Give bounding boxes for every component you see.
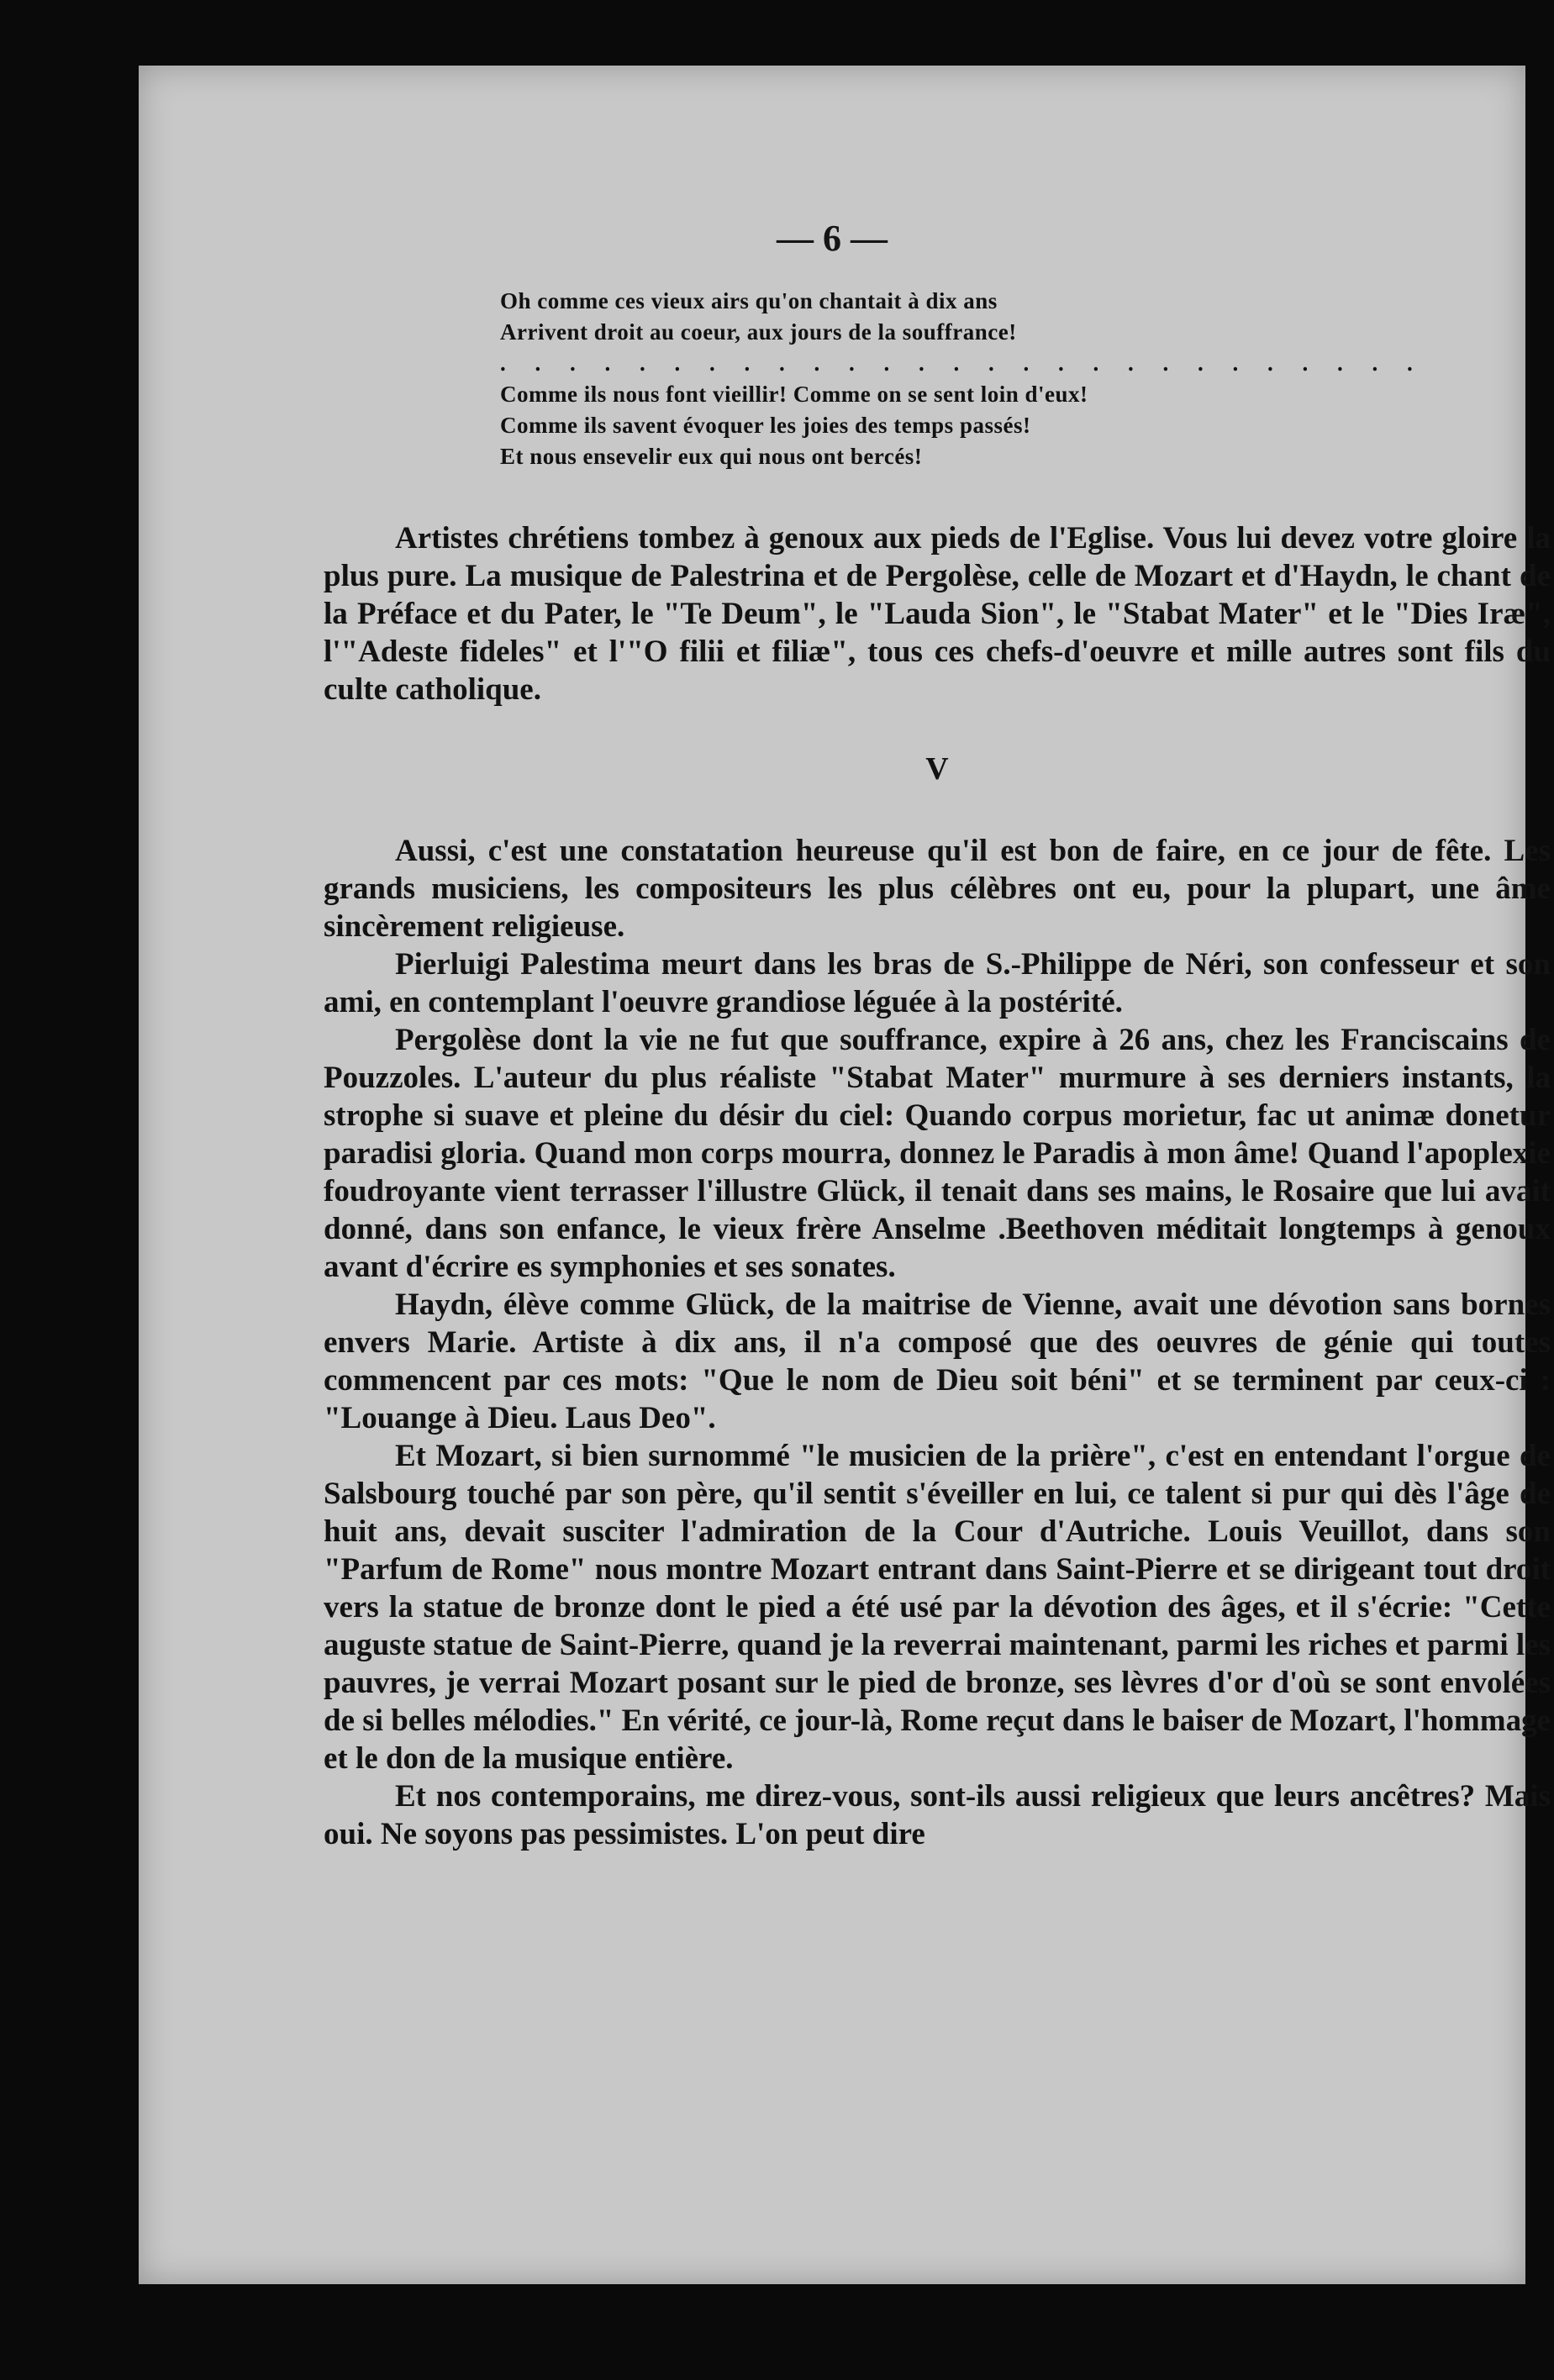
paragraph: Pierluigi Palestima meurt dans les bras de S.-Philippe de Néri, son confesseur et son ami, en contemplant l'oeuvre grandiose léguée à la postérité. <box>324 947 1551 1019</box>
paragraph: Pergolèse dont la vie ne fut que souffrance, expire à 26 ans, chez les Franciscains de Pouzzoles. L'auteur du plus réaliste "Stabat Mater" murmure à ses derniers instants, la strophe si suave et pleine du désir du ciel: Quando corpus morietur, fac ut animæ donetur paradisi gloria. Quand mon corps mourra, donnez le Paradis à mon âme! Quand l'apoplexie foudroyante vient terrasser l'illustre Glück, il tenait dans ses mains, le Rosaire que lui avait donné, dans son enfance, le vieux frère Anselme .Beethoven méditait longtemps à genoux avant d'écrire es symphonies et ses sonates. <box>324 1023 1551 1284</box>
verse-line: Arrivent droit au coeur, aux jours de la souffrance! <box>500 319 1017 345</box>
paragraph: Haydn, élève comme Glück, de la maitrise de Vienne, avait une dévotion sans bornes envers Marie. Artiste à dix ans, il n'a composé que des oeuvres de génie qui toutes commencent par ces mots: "Que le nom de Dieu soit béni" et se terminent par ceux-ci : "Louange à Dieu. Laus Deo". <box>324 1287 1551 1435</box>
verse-line: Oh comme ces vieux airs qu'on chantait à dix ans <box>500 288 998 313</box>
paragraph: Artistes chrétiens tombez à genoux aux pieds de l'Eglise. Vous lui devez votre gloire la plus pure. La musique de Palestrina et de Pergolèse, celle de Mozart et d'Haydn, le chant de la Préface et du Pater, le "Te Deum", le "Lauda Sion", le "Stabat Mater" et le "Dies Iræ", l'"Adeste fideles" et l'"O filii et filiæ", tous ces chefs-d'oeuvre et mille autres sont fils du culte catholique. <box>324 521 1551 707</box>
body-text <box>324 519 1551 1853</box>
paragraph: Et nos contemporains, me direz-vous, sont-ils aussi religieux que leurs ancêtres? Mais oui. Ne soyons pas pessimistes. L'on peut dire <box>324 1779 1551 1851</box>
verse-line: Et nous ensevelir eux qui nous ont bercés! <box>500 444 923 469</box>
section-numeral: V <box>925 751 949 787</box>
document-page <box>139 66 1551 2284</box>
verse-ellipsis: . . . . . . . . . . . . . . . . . . . . . . . . . . . <box>500 350 1425 376</box>
verse-line: Comme ils nous font vieillir! Comme on se sent loin d'eux! <box>500 382 1088 407</box>
page-number: — 6 — <box>777 218 888 259</box>
paragraph: Et Mozart, si bien surnommé "le musicien de la prière", c'est en entendant l'orgue de Salsbourg touché par son père, qu'il sentit s'éveiller en lui, ce talent si pur qui dès l'âge de huit ans, devait susciter l'admiration de la Cour d'Autriche. Louis Veuillot, dans son "Parfum de Rome" nous montre Mozart entrant dans Saint-Pierre et se dirigeant tout droit vers la statue de bronze dont le pied a été usé par la dévotion des âges, et il s'écrie: "Cette auguste statue de Saint-Pierre, quand je la reverrai maintenant, parmi les riches et parmi les pauvres, je verrai Mozart posant sur le pied de bronze, ses lèvres d'or d'où se sont envolées de si belles mélodies." En vérité, ce jour-là, Rome reçut dans le baiser de Mozart, l'hommage et le don de la musique entière. <box>324 1439 1551 1776</box>
verse-line: Comme ils savent évoquer les joies des temps passés! <box>500 413 1031 438</box>
verse-block <box>500 286 1425 472</box>
paragraph: Aussi, c'est une constatation heureuse qu'il est bon de faire, en ce jour de fête. Les grands musiciens, les compositeurs les plus célèbres ont eu, pour la plupart, une âme sincèrement religieuse. <box>324 834 1551 944</box>
